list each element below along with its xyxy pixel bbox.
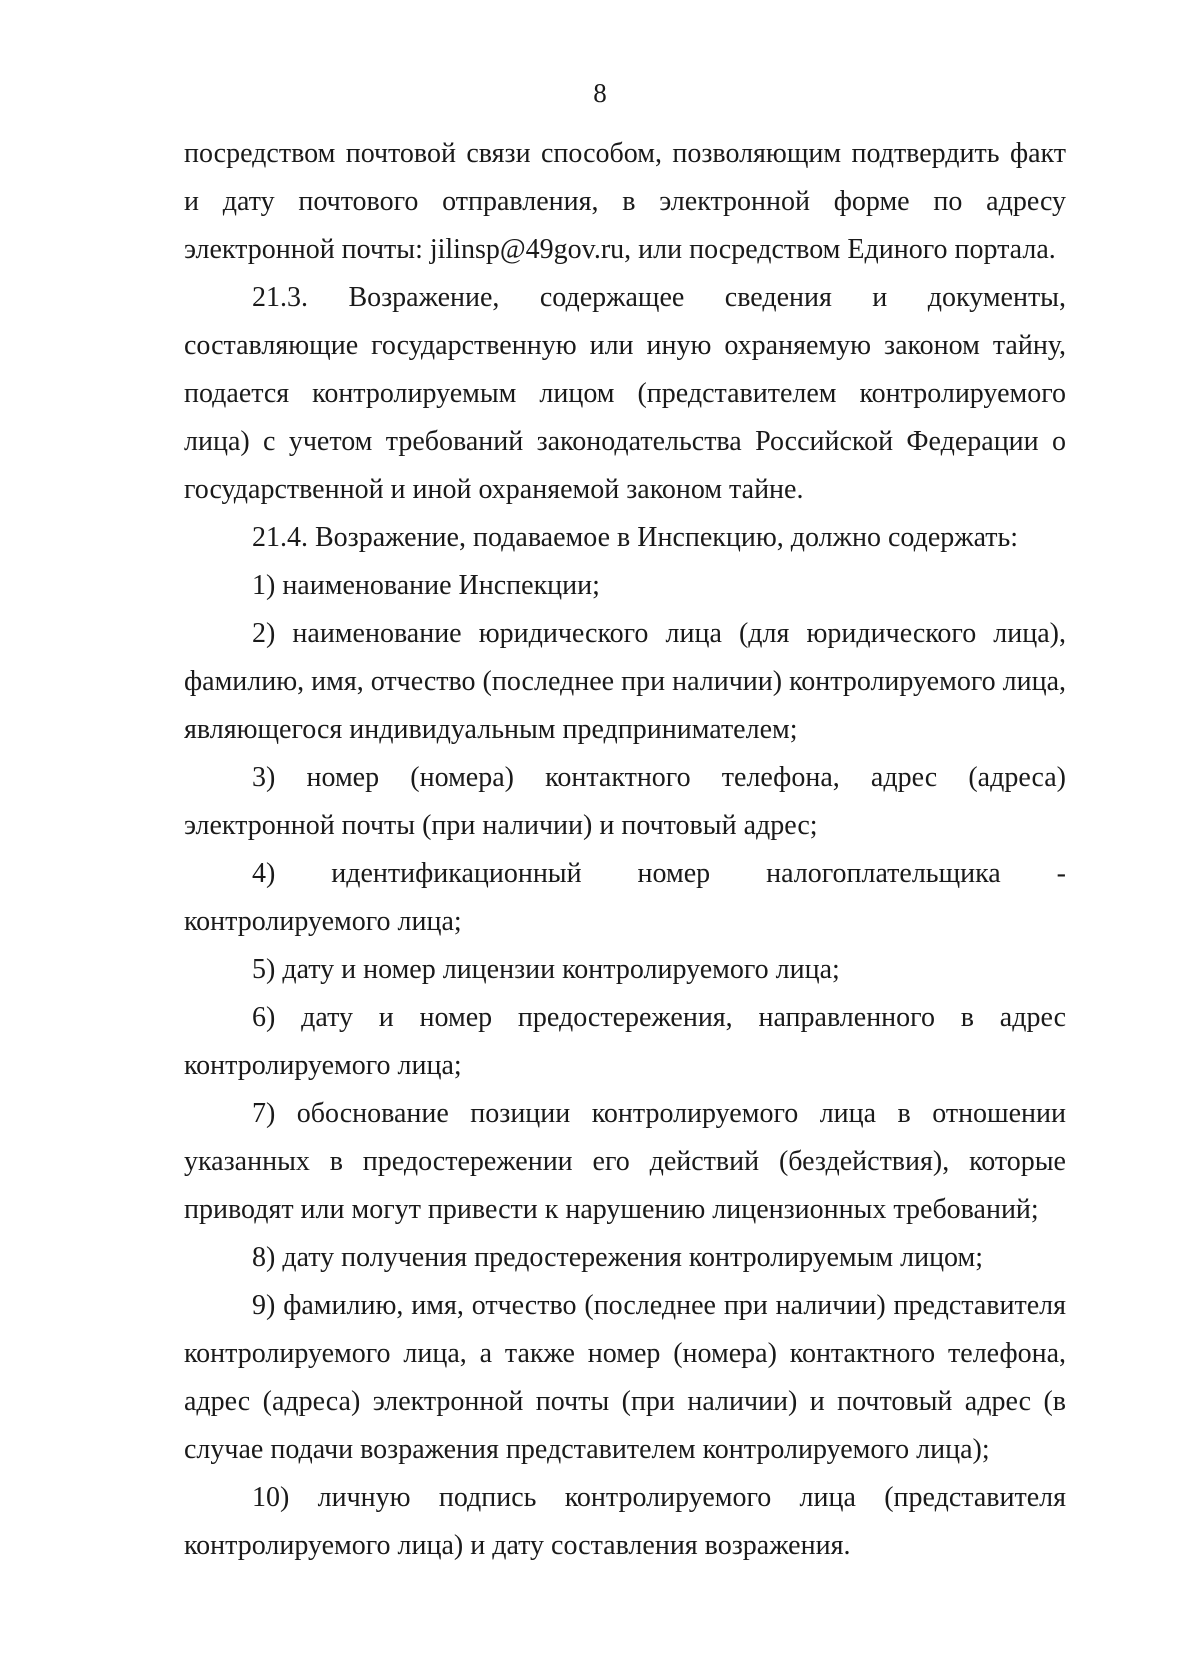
list-item-4: 4) идентификационный номер налогоплательщика - контролируемого лица; xyxy=(184,858,1066,937)
list-item-7: 7) обоснование позиции контролируемого лица в отношении указанных в предостережении его действий (бездействия), которые приводят или могут привести к нарушению лицензионных требований; xyxy=(184,1098,1066,1225)
list-item-10: 10) личную подпись контролируемого лица (представителя контролируемого лица) и дату составления возражения. xyxy=(184,1482,1066,1561)
paragraph-postal-delivery: посредством почтовой связи способом, позволяющим подтвердить факт и дату почтового отправления, в электронной форме по адресу электронной почты: jilinsp@49gov.ru, или посредством Единого портала. xyxy=(184,138,1066,265)
list-item-8: 8) дату получения предостережения контролируемым лицом; xyxy=(252,1242,984,1273)
list-item-2: 2) наименование юридического лица (для юридического лица), фамилию, имя, отчество (последнее при наличии) контролируемого лица, являющегося индивидуальным предпринимателем; xyxy=(184,618,1066,745)
list-item-3: 3) номер (номера) контактного телефона, адрес (адреса) электронной почты (при наличии) и почтовый адрес; xyxy=(184,762,1066,841)
paragraph-21-4: 21.4. Возражение, подаваемое в Инспекцию, должно содержать: xyxy=(252,522,1019,553)
page-number: 8 xyxy=(593,78,607,108)
list-item-5: 5) дату и номер лицензии контролируемого лица; xyxy=(252,954,840,985)
list-item-6: 6) дату и номер предостережения, направленного в адрес контролируемого лица; xyxy=(184,1002,1066,1081)
document-body xyxy=(184,130,1066,1570)
list-item-9: 9) фамилию, имя, отчество (последнее при наличии) представителя контролируемого лица, а также номер (номера) контактного телефона, адрес (адреса) электронной почты (при наличии) и почтовый адрес (в случае подачи возражения представителем контролируемого лица); xyxy=(184,1290,1066,1465)
list-item-1: 1) наименование Инспекции; xyxy=(252,570,600,601)
paragraph-21-3: 21.3. Возражение, содержащее сведения и документы, составляющие государственную или иную охраняемую законом тайну, подается контролируемым лицом (представителем контролируемого лица) с учетом требований законодательства Российской Федерации о государственной и иной охраняемой законом тайне. xyxy=(184,282,1066,505)
